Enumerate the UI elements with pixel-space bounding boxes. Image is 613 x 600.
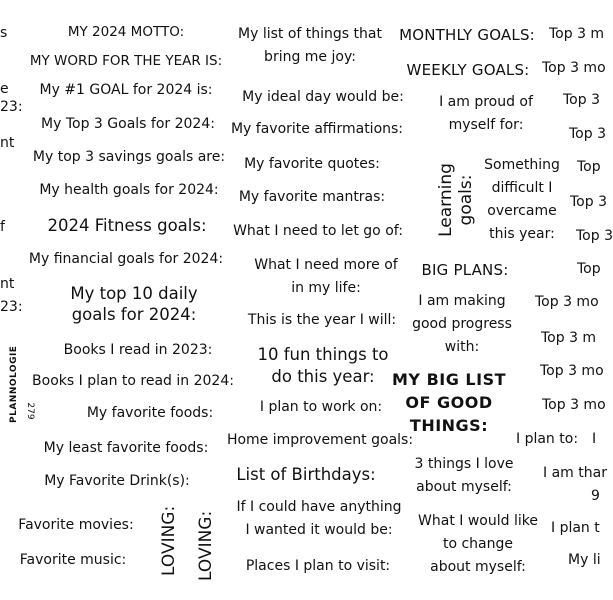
sticker-top3-partial: Top 3 — [569, 126, 606, 142]
sticker-my-list-partial: My li — [568, 552, 601, 568]
sticker-top3-partial: Top 3 mo — [542, 60, 606, 76]
sticker-home-improvement: Home improvement goals: — [226, 432, 414, 448]
sticker-books-plan: Books I plan to read in 2024: — [32, 373, 234, 389]
sticker-loving-2: LOVING: — [196, 510, 216, 581]
sticker-partial: I — [592, 431, 597, 447]
sticker-progress-line2: good progress — [412, 316, 512, 332]
sticker-favorite-foods: My favorite foods: — [86, 405, 214, 421]
sticker-top3-partial: Top 3 — [563, 92, 600, 108]
sticker-ideal-day: My ideal day would be: — [242, 89, 404, 105]
sticker-top3-partial: Top 3 m — [549, 26, 605, 42]
sticker-birthdays: List of Birthdays: — [236, 465, 376, 484]
sticker-weekly-goals: WEEKLY GOALS: — [406, 61, 530, 79]
sticker-monthly-goals: MONTHLY GOALS: — [399, 26, 535, 44]
left-fragment: e — [0, 81, 9, 97]
sticker-overcame-line4: this year: — [489, 226, 555, 242]
sticker-learning-goals-line2: goals: — [456, 174, 476, 226]
left-fragment: nt — [0, 276, 15, 292]
sticker-top3-partial: Top 3 mo — [542, 397, 606, 413]
sticker-joy-list-line1: My list of things that — [238, 26, 382, 42]
sticker-plan-to-work-on: I plan to work on: — [259, 399, 383, 415]
sticker-number-one-goal: My #1 GOAL for 2024 is: — [39, 82, 213, 98]
sticker-overcame-line1: Something — [484, 157, 560, 173]
sticker-top-3-goals: My Top 3 Goals for 2024: — [41, 116, 215, 132]
sticker-big-plans: BIG PLANS: — [421, 261, 509, 279]
sticker-health-goals: My health goals for 2024: — [39, 182, 219, 198]
sticker-fitness-goals: 2024 Fitness goals: — [47, 216, 207, 235]
sticker-good-things-line2: OF GOOD — [405, 393, 493, 412]
sticker-daily-goals-line2: goals for 2024: — [71, 305, 197, 324]
brand-logo: PLANNOLOGIE — [9, 345, 19, 423]
sticker-i-plan-partial: I plan t — [551, 520, 600, 536]
sticker-partial: 9 — [591, 488, 600, 504]
sticker-good-things-line1: MY BIG LIST — [391, 370, 507, 389]
sticker-fun-things-line2: do this year: — [271, 367, 375, 386]
sheet-number: 279 — [25, 402, 35, 420]
sticker-joy-list-line2: bring me joy: — [264, 49, 356, 65]
left-fragment: nt — [0, 135, 15, 151]
sticker-motto: MY 2024 MOTTO: — [67, 24, 185, 40]
sticker-favorite-drinks: My Favorite Drink(s): — [44, 473, 190, 489]
sticker-change-line1: What I would like — [418, 513, 538, 529]
sticker-anything-line2: I wanted it would be: — [245, 522, 393, 538]
sticker-overcame-line2: difficult I — [491, 180, 553, 196]
sticker-top3-partial: Top 3 — [576, 228, 613, 244]
sticker-need-more-line2: in my life: — [291, 280, 361, 296]
sticker-mantras: My favorite mantras: — [238, 189, 386, 205]
sticker-financial-goals: My financial goals for 2024: — [28, 251, 224, 267]
sticker-love-myself-line2: about myself: — [416, 479, 512, 495]
sticker-loving-1: LOVING: — [159, 505, 179, 576]
left-fragment: 23: — [0, 99, 23, 115]
left-fragment: f — [0, 219, 5, 235]
sticker-affirmations: My favorite affirmations: — [230, 121, 404, 137]
sticker-favorite-movies: Favorite movies: — [18, 517, 134, 533]
sticker-top3-partial: Top 3 mo — [535, 294, 599, 310]
sticker-good-things-line3: THINGS: — [409, 416, 489, 435]
sticker-plan-to: I plan to: — [516, 431, 579, 447]
sticker-daily-goals-line1: My top 10 daily — [70, 284, 198, 303]
sticker-top3-partial: Top — [577, 261, 601, 277]
sticker-fun-things-line1: 10 fun things to — [257, 345, 389, 364]
sticker-top3-partial: Top 3 — [570, 194, 607, 210]
sticker-favorite-music: Favorite music: — [19, 552, 127, 568]
sticker-i-am-thankful-partial: I am thar — [543, 465, 607, 481]
left-fragment: 23: — [0, 299, 23, 315]
sticker-progress-line3: with: — [444, 339, 480, 355]
sticker-proud-line2: myself for: — [448, 117, 524, 133]
sticker-learning-goals-line1: Learning — [436, 163, 456, 237]
sticker-top3-partial: Top — [577, 159, 601, 175]
sticker-places-to-visit: Places I plan to visit: — [245, 558, 391, 574]
sticker-progress-line1: I am making — [418, 293, 506, 309]
sticker-savings-goals: My top 3 savings goals are: — [32, 149, 226, 165]
sticker-love-myself-line1: 3 things I love — [414, 456, 514, 472]
sticker-anything-line1: If I could have anything — [236, 499, 402, 515]
sticker-overcame-line3: overcame — [487, 203, 557, 219]
sticker-top3-partial: Top 3 m — [541, 330, 597, 346]
sticker-least-favorite-foods: My least favorite foods: — [43, 440, 209, 456]
sticker-need-more-line1: What I need more of — [254, 257, 398, 273]
sticker-year-i-will: This is the year I will: — [247, 312, 397, 328]
sticker-proud-line1: I am proud of — [439, 94, 533, 110]
sticker-top3-partial: Top 3 mo — [540, 363, 604, 379]
sticker-change-line3: about myself: — [430, 559, 526, 575]
sticker-let-go: What I need to let go of: — [233, 223, 403, 239]
left-fragment: s — [0, 25, 8, 41]
sticker-quotes: My favorite quotes: — [244, 156, 380, 172]
sticker-books-read: Books I read in 2023: — [63, 342, 213, 358]
sticker-change-line2: to change — [442, 536, 514, 552]
sticker-word-of-year: MY WORD FOR THE YEAR IS: — [29, 53, 223, 69]
